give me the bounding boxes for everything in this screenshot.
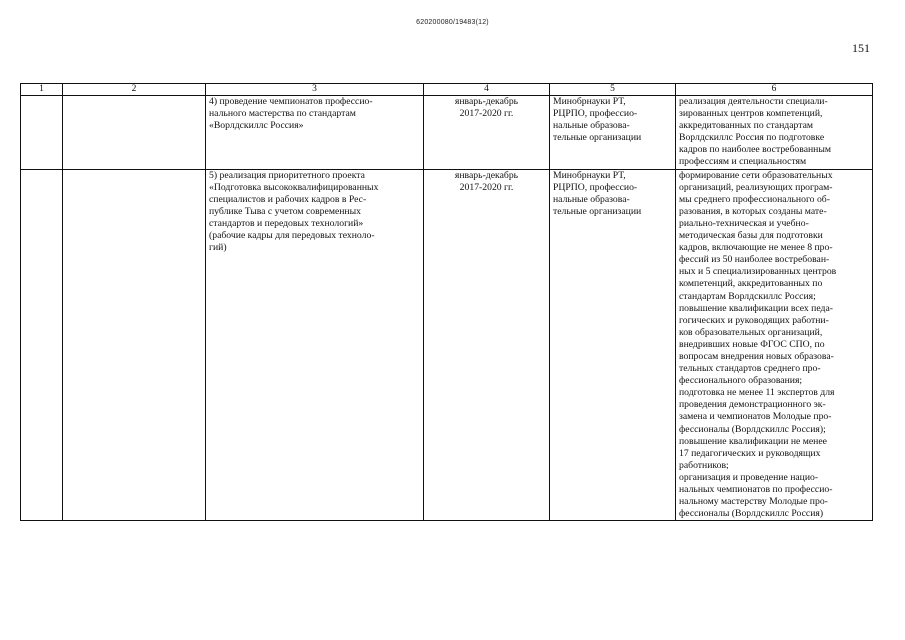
cell-text-line: повышение квалификации всех педа- (679, 302, 833, 314)
cell-text-line: ных и 5 специализированных центров (679, 266, 837, 278)
cell-text-line: 4) проведение чемпионатов профессио- (209, 96, 373, 107)
cell-text-line: ков образовательных организаций, (679, 326, 823, 338)
cell-text-line: 5) реализация приоритетного проекта (209, 169, 365, 181)
cell-text-line: нальные образова- (553, 193, 630, 205)
cell-text-line: формирование сети образовательных (679, 169, 833, 181)
cell-text-line: январь-декабрь (454, 169, 519, 181)
cell-text-line: проведения демонстрационного эк- (679, 399, 826, 411)
cell-text-line: реализация деятельности специали- (679, 96, 828, 107)
cell-col6 (676, 96, 873, 170)
plan-table (20, 83, 873, 521)
cell-text-line: аккредитованных по стандартам (679, 120, 813, 132)
cell-text-line: профессиям и специальностям (679, 156, 807, 168)
cell-text-line: кадров по наиболее востребованным (679, 144, 832, 156)
cell-col3 (206, 96, 424, 170)
header-row (21, 84, 873, 96)
cell-text-line: «Ворлдскиллс Россия» (209, 120, 304, 132)
cell-text-line: вопросам внедрения новых образова- (679, 350, 834, 362)
table-row (21, 96, 873, 170)
cell-text-line: (рабочие кадры для передовых техноло- (209, 230, 375, 242)
cell-text-line: организация и проведение нацио- (679, 471, 819, 483)
cell-text-line: Ворлдскиллс Россия по подготовке (679, 132, 825, 144)
cell-text-line: тельных стандартов среднего про- (679, 363, 821, 375)
cell-text-line: работников; (679, 459, 729, 471)
cell-col1 (21, 96, 63, 170)
cell-text-line: тельные организации (553, 132, 642, 144)
cell-text-line: подготовка не менее 11 экспертов для (679, 387, 835, 399)
cell-col5 (550, 169, 676, 521)
cell-text-line: фессионального образования; (679, 375, 803, 387)
cell-text-line: Минобрнауки РТ, (553, 169, 626, 181)
cell-text-line: «Подготовка высококвалифицированных (209, 181, 379, 193)
cell-text-line: замена и чемпионатов Молодые про- (679, 411, 832, 423)
cell-text-line: специалистов и рабочих кадров в Рес- (209, 193, 367, 205)
cell-text-line: методическая базы для подготовки (679, 230, 823, 242)
cell-text-line: разования, в которых созданы мате- (679, 205, 827, 217)
cell-text-line: фессионалы (Ворлдскиллс Россия); (679, 423, 826, 435)
cell-text-line: РЦРПО, профессио- (553, 181, 638, 193)
cell-col2 (63, 169, 206, 521)
document-id: 620200080/19483(12) (416, 19, 489, 26)
cell-text-line: риально-техническая и учебно- (679, 217, 809, 229)
cell-text-line: январь-декабрь (454, 96, 519, 107)
cell-text-line: гогических и руководящих работни- (679, 314, 829, 326)
column-header-5: 5 (550, 84, 676, 96)
cell-text-line: нальному мастерству Молодые про- (679, 496, 828, 508)
cell-text-line: Минобрнауки РТ, (553, 96, 626, 107)
cell-text-line: 2017-2020 гг. (459, 181, 514, 193)
cell-text-line: нальные образова- (553, 120, 630, 132)
cell-text-line: публике Тыва с учетом современных (209, 205, 361, 217)
column-header-2: 2 (63, 84, 206, 96)
cell-text-line: тельные организации (553, 205, 642, 217)
cell-text-line: фессий из 50 наиболее востребован- (679, 254, 830, 266)
cell-col1 (21, 169, 63, 521)
cell-text-line: стандартов и передовых технологий» (209, 217, 364, 229)
cell-text-line: нальных чемпионатов по профессио- (679, 484, 833, 495)
column-header-3: 3 (206, 84, 424, 96)
cell-text-line: организаций, реализующих програм- (679, 181, 833, 193)
cell-col2 (63, 96, 206, 170)
cell-text-line: зированных центров компетенций, (679, 108, 823, 120)
cell-text-line: 2017-2020 гг. (459, 108, 514, 120)
cell-text-line: РЦРПО, профессио- (553, 108, 638, 120)
cell-col4 (424, 96, 550, 170)
cell-text-line: фессионалы (Ворлдскиллс Россия) (679, 508, 824, 520)
cell-col3 (206, 169, 424, 521)
cell-text-line: повышение квалификации не менее (679, 435, 827, 447)
table-row (21, 169, 873, 521)
cell-text-line: 17 педагогических и руководящих (679, 447, 821, 459)
cell-text-line: мы среднего профессионального об- (679, 193, 830, 205)
column-header-4: 4 (424, 84, 550, 96)
cell-text-line: кадров, включающие не менее 8 про- (679, 242, 833, 254)
cell-text-line: внедривших новые ФГОС СПО, по (679, 338, 825, 350)
cell-text-line: гий) (209, 242, 227, 254)
cell-text-line: нального мастерства по стандартам (209, 108, 356, 120)
page-number: 151 (852, 41, 870, 55)
cell-col5 (550, 96, 676, 170)
cell-col4 (424, 169, 550, 521)
column-header-1: 1 (21, 84, 63, 96)
column-header-6: 6 (676, 84, 873, 96)
cell-col6 (676, 169, 873, 521)
cell-text-line: стандартам Ворлдскиллс Россия; (679, 290, 816, 302)
cell-text-line: компетенций, аккредитованных по (679, 278, 823, 290)
